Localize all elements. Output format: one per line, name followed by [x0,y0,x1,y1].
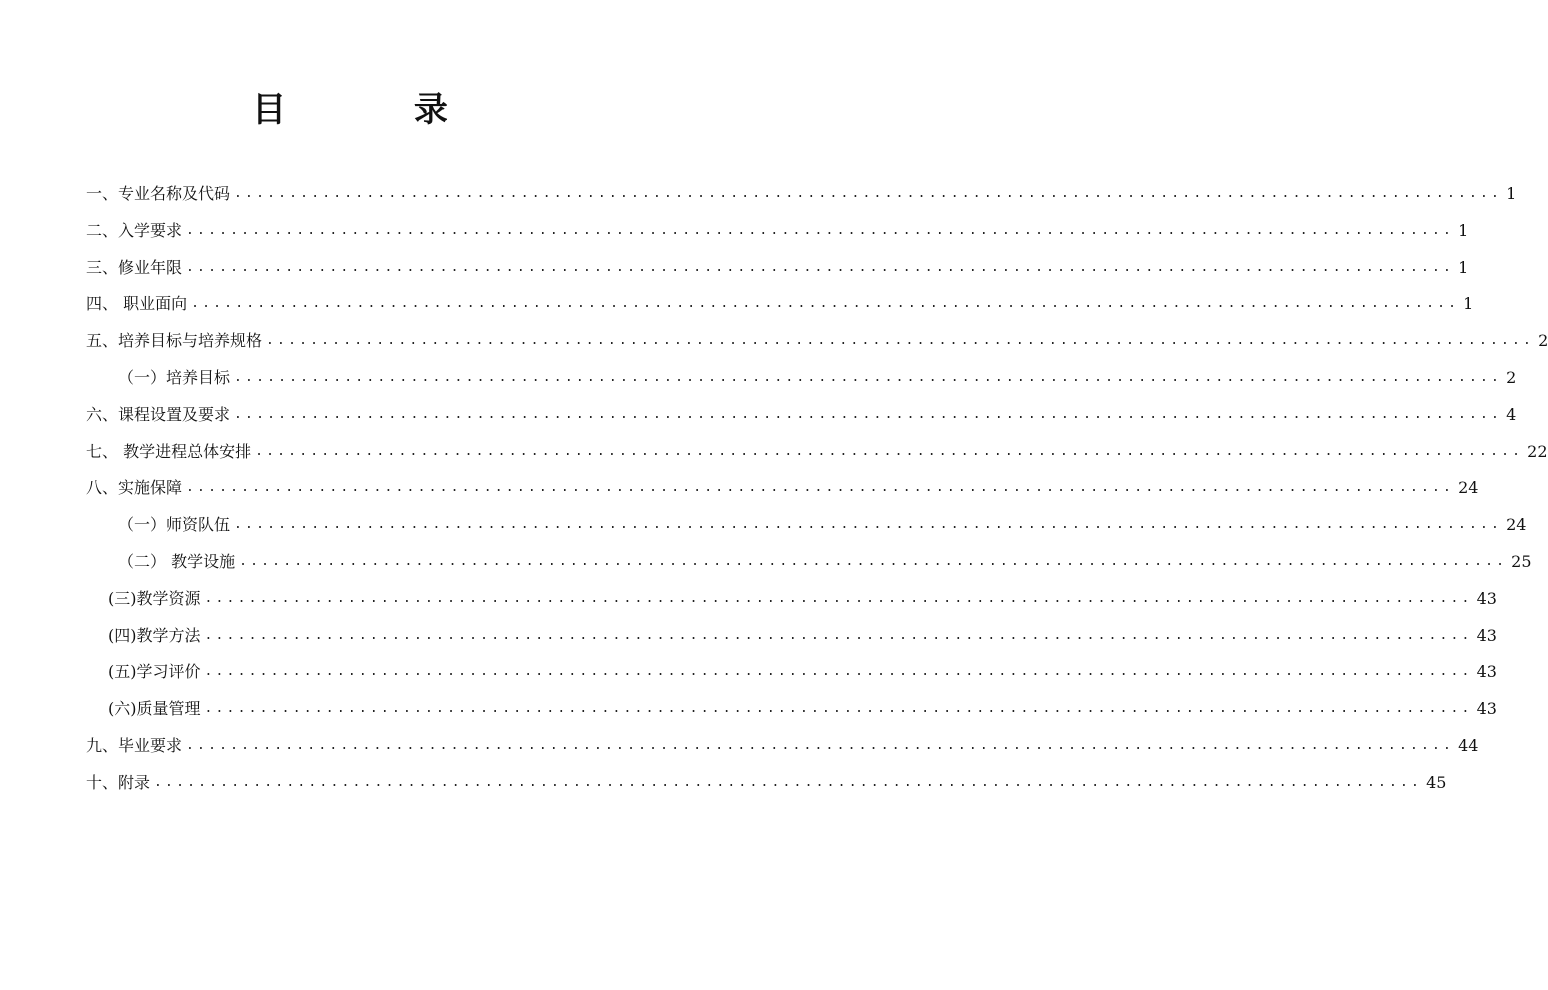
toc-entry[interactable] [86,397,1517,434]
toc-entry[interactable] [86,286,1474,323]
toc-entry-label: 三、修业年限 [86,257,183,277]
toc-entry-label: 九、毕业要求 [86,735,183,755]
toc-dot-leader: ................................................................................................................... [255,443,1524,459]
toc-entry[interactable] [86,360,1517,397]
toc-entry-page-number: 43 [1476,662,1497,682]
toc-entry[interactable] [86,728,1479,765]
toc-entry-label: 八、实施保障 [86,478,183,498]
toc-entry-page-number: 2 [1538,331,1548,351]
toc-entry-page-number: 22 [1527,441,1548,461]
toc-entry-page-number: 1 [1458,257,1469,277]
toc-entry-page-number: 1 [1458,220,1469,240]
toc-entry-page-number: 24 [1506,515,1527,535]
toc-entry-page-number: 2 [1506,367,1517,387]
toc-dot-leader: ................................................................................................................... [204,664,1473,680]
toc-entry-page-number: 43 [1476,588,1497,608]
toc-entry-page-number: 43 [1476,699,1497,719]
toc-entry-page-number: 45 [1426,772,1447,792]
toc-entry-page-number: 44 [1458,735,1479,755]
toc-entry-label: 二、入学要求 [86,220,183,240]
toc-entry-page-number: 43 [1476,625,1497,645]
toc-dot-leader: ................................................................................................................... [154,774,1423,790]
page-title: 目 录 [252,90,506,130]
toc-entry-page-number: 24 [1458,478,1479,498]
toc-dot-leader: ................................................................................................................... [266,333,1535,349]
toc-dot-leader: ................................................................................................................... [204,590,1473,606]
toc-entry-label: 七、 教学进程总体安排 [86,441,252,461]
toc-entry-label: (六)质量管理 [108,699,201,719]
toc-entry-label: (四)教学方法 [108,625,201,645]
toc-entry[interactable] [86,765,1447,802]
toc-entry-page-number: 1 [1463,294,1474,314]
toc-entry-label: (三)教学资源 [108,588,201,608]
toc-dot-leader: ................................................................................................................... [186,222,1455,238]
toc-dot-leader: ................................................................................................................... [239,553,1508,569]
toc-entry-page-number: 4 [1506,404,1517,424]
toc-entry[interactable] [86,654,1497,691]
toc-dot-leader: ................................................................................................................... [186,259,1455,275]
toc-entry-label: 六、课程设置及要求 [86,404,231,424]
toc-entry[interactable] [86,618,1497,655]
toc-entry[interactable] [86,691,1497,728]
toc-dot-leader: ................................................................................................................... [204,627,1473,643]
toc-entry[interactable] [86,434,1548,471]
toc-entry-label: (五)学习评价 [108,662,201,682]
toc-entry-page-number: 1 [1506,184,1517,203]
toc-dot-leader: ................................................................................................................... [234,406,1503,422]
toc-entry[interactable] [86,213,1469,250]
toc-dot-leader: ................................................................................................................... [186,737,1455,753]
toc-entry-label: 四、 职业面向 [86,294,188,314]
toc-entry-page-number: 25 [1511,551,1532,571]
toc-entry[interactable] [86,544,1532,581]
toc-dot-leader: ................................................................................................................... [234,186,1503,201]
toc-entry-label: （一）培养目标 [118,367,231,387]
toc-entry-label: 一、专业名称及代码 [86,184,231,203]
toc-entry-label: 五、培养目标与培养规格 [86,331,263,351]
toc-entry[interactable] [86,470,1479,507]
toc-entry[interactable] [86,581,1497,618]
toc-dot-leader: ................................................................................................................... [191,296,1460,312]
toc-entry-label: （二） 教学设施 [118,551,236,571]
toc-entry[interactable] [86,507,1527,544]
table-of-contents [86,176,1548,802]
toc-entry[interactable] [86,250,1469,287]
toc-entry[interactable] [86,323,1548,360]
toc-entry-label: （一）师资队伍 [118,515,231,535]
toc-entry[interactable] [86,176,1517,213]
toc-dot-leader: ................................................................................................................... [234,517,1503,533]
toc-dot-leader: ................................................................................................................... [186,480,1455,496]
toc-entry-label: 十、附录 [86,772,151,792]
toc-dot-leader: ................................................................................................................... [234,369,1503,385]
toc-dot-leader: ................................................................................................................... [204,701,1473,717]
